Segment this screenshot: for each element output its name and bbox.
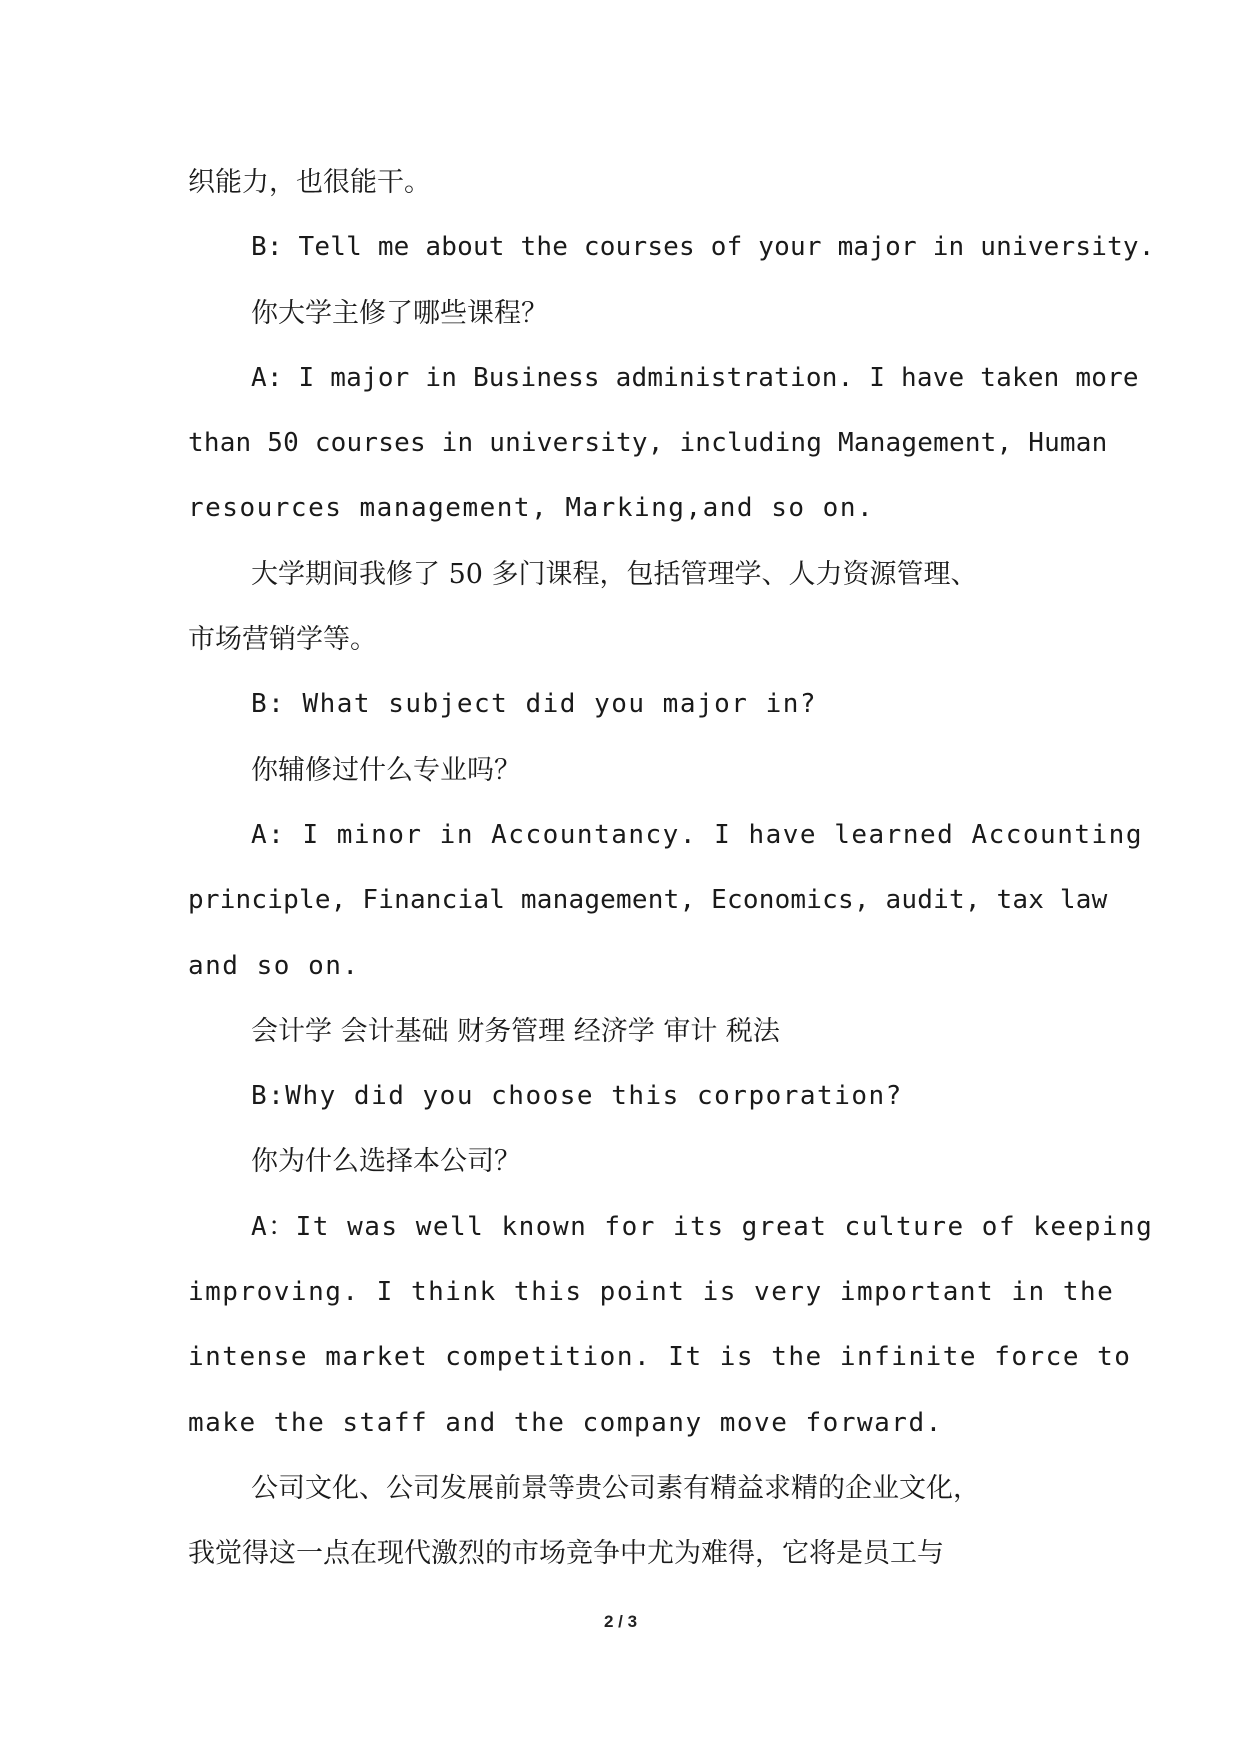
text-line-16: 你为什么选择本公司？ (251, 1146, 521, 1178)
text-line-11: A: I minor in Accountancy. I have learned Accounting (251, 819, 1143, 850)
text-line-22: 我觉得这一点在现代激烈的市场竞争中尤为难得，它将是员工与 (188, 1538, 944, 1570)
text-line-7: 大学期间我修了 50 多门课程，包括管理学、人力资源管理、 (251, 558, 978, 590)
text-line-1: 织能力，也很能干。 (188, 167, 431, 198)
text-line-2: B: Tell me about the courses of your major in university. (251, 232, 1155, 263)
text-line-21: 公司文化、公司发展前景等贵公司素有精益求精的企业文化， (251, 1472, 980, 1504)
body-text (188, 150, 1155, 1587)
text-line-15: B:Why did you choose this corporation? (251, 1081, 903, 1112)
text-line-17: A：It was well known for its great culture of keeping (251, 1211, 1154, 1242)
text-line-5: than 50 courses in university, including Management, Human (188, 428, 1108, 459)
text-line-6: resources management, Marking,and so on. (188, 493, 875, 524)
text-line-3: 你大学主修了哪些课程？ (251, 297, 548, 329)
text-line-8: 市场营销学等。 (188, 624, 377, 656)
page-number: 2 / 3 (603, 1612, 638, 1631)
text-line-12: principle, Financial management, Economics, audit, tax law (188, 885, 1108, 916)
text-line-10: 你辅修过什么专业吗？ (251, 754, 521, 786)
text-line-19: intense market competition. It is the infinite force to (188, 1342, 1132, 1373)
text-line-18: improving. I think this point is very important in the (188, 1277, 1115, 1308)
text-line-20: make the staff and the company move forward. (188, 1407, 943, 1438)
text-line-4: A: I major in Business administration. I have taken more (251, 362, 1139, 393)
text-line-13: and so on. (188, 950, 360, 981)
text-line-9: B: What subject did you major in? (251, 689, 818, 720)
text-line-14: 会计学 会计基础 财务管理 经济学 审计 税法 (251, 1015, 780, 1047)
